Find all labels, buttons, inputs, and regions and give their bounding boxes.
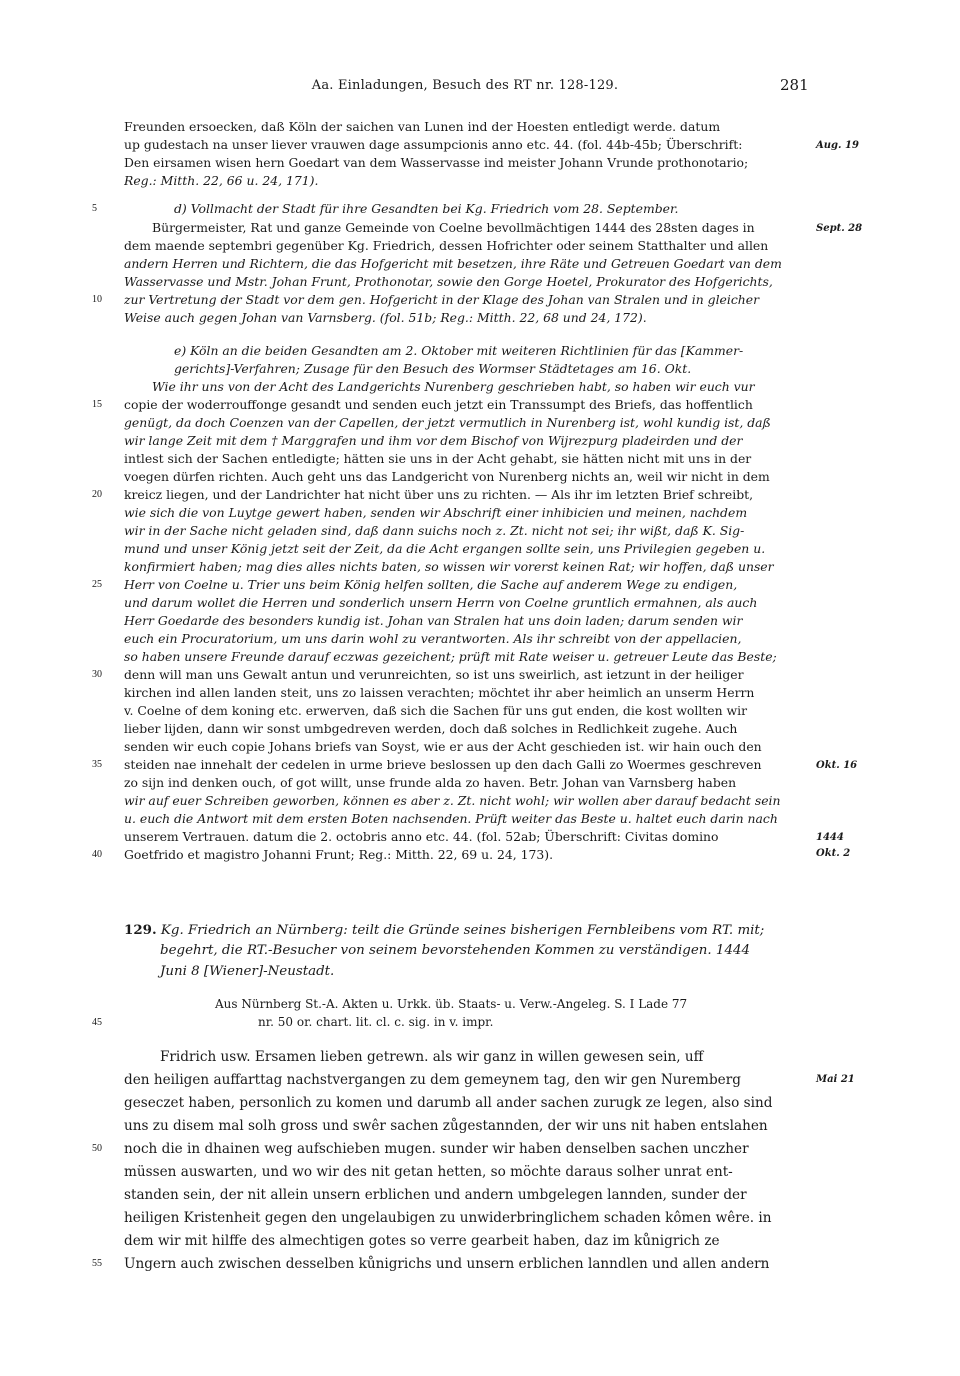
- text-line: dem maende septembri gegenüber Kg. Friedrich, dessen Hofrichter oder seinem Statthalter und allen: [124, 238, 769, 253]
- text-line: konfirmiert haben; mag dies alles nichts baten, so wissen wir vorerst keinen Rat; wir hoffen, daß unser: [124, 559, 774, 574]
- line-number: 5: [92, 203, 97, 214]
- text-line: Herr von Coelne u. Trier uns beim König helfen sollten, die Sache auf anderem Wege zu endigen,: [124, 577, 738, 592]
- text-line: andern Herren und Richtern, die das Hofgericht mit besetzen, ihre Räte und Getreuen Goedart van dem: [124, 256, 782, 271]
- text-line: intlest sich der Sachen entledigte; hätten sie uns in der Acht gehabt, sie hätten nicht mit uns in der: [124, 451, 752, 466]
- line-number: 40: [92, 849, 102, 860]
- text-line: genügt, da doch Coenzen van der Capellen, der jetzt vermutlich in Nurenberg ist, wohl kundig ist, daß: [124, 415, 771, 430]
- line-number: 10: [92, 294, 102, 305]
- text-line: up gudestach na unser liever vrauwen dage assumpcionis anno etc. 44. (fol. 44b-45b; Überschrift:: [124, 137, 743, 152]
- text-line: zur Vertretung der Stadt vor dem gen. Hofgericht in der Klage des Johan van Stralen und in gleicher: [124, 292, 760, 307]
- text-line: so haben unsere Freunde darauf eczwas gezeichent; prüft mit Rate weiser u. getreuer Leute das Beste;: [124, 649, 777, 664]
- margin-date: Okt. 16: [816, 760, 858, 771]
- section-title: e) Köln an die beiden Gesandten am 2. Oktober mit weiteren Richtlinien für das [Kammer-: [174, 343, 744, 358]
- text-line: dem wir mit hilffe des almechtigen gotes so verre gearbeit haben, daz im kůnigrich ze: [124, 1233, 720, 1249]
- text-line: copie der woderrouffonge gesandt und senden euch jetzt ein Transsumpt des Briefs, das hoffentlich: [124, 397, 753, 412]
- text-line: wir auf euer Schreiben geworben, können es aber z. Zt. nicht wohl; wir wollen aber darauf bedacht sein: [124, 793, 781, 808]
- margin-date: Aug. 19: [816, 140, 859, 151]
- text-line: unserem Vertrauen. datum die 2. octobris anno etc. 44. (fol. 52ab; Überschrift: Civitas domino: [124, 829, 719, 844]
- text-line: wir in der Sache nicht geladen sind, daß dann suichs noch z. Zt. nicht not sei; ihr wißt, daß K. Sig-: [124, 523, 745, 538]
- text-line: müssen auswarten, und wo wir des nit getan hetten, so möchte daraus solher unrat ent-: [124, 1164, 733, 1180]
- text-line: senden wir euch copie Johans briefs van Soyst, wie er aus der Acht geschieden ist. wir hain ouch den: [124, 739, 762, 754]
- text-line: den heiligen auffarttag nachstvergangen zu dem gemeynem tag, den wir gen Nuremberg: [124, 1072, 741, 1088]
- margin-date: Sept. 28: [816, 223, 863, 234]
- page-number: 281: [780, 76, 809, 94]
- text-line: geseczet haben, personlich zu komen und darumb all ander sachen zurugk ze legen, also sind: [124, 1095, 773, 1111]
- text-line: kirchen ind allen landen steit, uns zo laissen verachten; möchtet ihr aber heimlich an unserm Herrn: [124, 685, 755, 700]
- text-line: Ungern auch zwischen desselben kůnigrichs und unsern erblichen lanndlen und allen andern: [124, 1256, 770, 1272]
- text-line: heiligen Kristenheit gegen den ungelaubigen zu unwiderbringlichem schaden kômen wêre. in: [124, 1210, 772, 1226]
- line-number: 30: [92, 669, 102, 680]
- line-number: 55: [92, 1258, 102, 1269]
- margin-date: 1444: [816, 832, 844, 843]
- doc-heading: [124, 920, 814, 941]
- text-line: wir lange Zeit mit dem † Marggrafen und ihm vor dem Bischof von Wijrezpurg pladeirden und der: [124, 433, 743, 448]
- text-line: und darum wollet die Herren und sonderlich unsern Herrn von Coelne gruntlich ermahnen, als auch: [124, 595, 758, 610]
- text-line: Herr Goedarde des besonders kundig ist. Johan van Stralen hat uns doin laden; darum senden wir: [124, 613, 743, 628]
- text-line: u. euch die Antwort mit dem ersten Boten nachsenden. Prüft weiter das Beste u. haltet euch darin nach: [124, 811, 778, 826]
- section-title: gerichts]-Verfahren; Zusage für den Besuch des Wormser Städtetages am 16. Okt.: [174, 361, 692, 376]
- section-title: d) Vollmacht der Stadt für ihre Gesandten bei Kg. Friedrich vom 28. September.: [174, 201, 679, 216]
- running-title: Aa. Einladungen, Besuch des RT nr. 128-129.: [311, 78, 619, 93]
- line-number: 50: [92, 1143, 102, 1154]
- text-line: lieber lijden, dann wir sonst umbgedreven werden, doch daß solches in Redlichkeit zugehe. Auch: [124, 721, 738, 736]
- heading-line: Juni 8 [Wiener]-Neustadt.: [160, 964, 335, 979]
- line-number: 20: [92, 489, 102, 500]
- text-line: standen sein, der nit allein unsern erblichen und andern umbgelegen lannden, sunder der: [124, 1187, 747, 1203]
- text-line: Weise auch gegen Johan van Varnsberg. (fol. 51b; Reg.: Mitth. 22, 68 und 24, 172).: [124, 310, 647, 325]
- text-line: Fridrich usw. Ersamen lieben getrewn. als wir ganz in willen gewesen sein, uff: [160, 1049, 704, 1065]
- text-line: euch ein Procuratorium, um uns darin wohl zu verantworten. Als ihr schreibt von der appellacien,: [124, 631, 742, 646]
- text-line: noch die in dhainen weg aufschieben mugen. sunder wir haben denselben sachen unczher: [124, 1141, 749, 1157]
- text-line: v. Coelne of dem koning etc. erwerven, daß sich die Sachen für uns gut enden, die kost wollten wir: [124, 703, 748, 718]
- text-line: Freunden ersoecken, daß Köln der saichen van Lunen ind der Hoesten entledigt werde. datum: [124, 119, 721, 134]
- source-line: nr. 50 or. chart. lit. cl. c. sig. in v. impr.: [258, 1015, 494, 1029]
- line-number: 15: [92, 399, 102, 410]
- text-line: Wie ihr uns von der Acht des Landgerichts Nurenberg geschrieben habt, so haben wir euch vur: [152, 379, 755, 394]
- text-line: Reg.: Mitth. 22, 66 u. 24, 171).: [124, 173, 319, 188]
- text-line: wie sich die von Luytge gewert haben, senden wir Abschrift einer inhibicien und meinen, nachdem: [124, 505, 748, 520]
- source-line: Aus Nürnberg St.-A. Akten u. Urkk. üb. Staats- u. Verw.-Angeleg. S. I Lade 77: [215, 997, 688, 1011]
- text-line: steiden nae innehalt der cedelen in urme brieve beslossen up den dach Galli zo Woermes geschreven: [124, 757, 762, 772]
- doc-number: 129.: [124, 922, 157, 938]
- text-line: voegen dürfen richten. Auch geht uns das Landgericht von Nurenberg nichts an, weil wir nicht in dem: [124, 469, 770, 484]
- heading-line: begehrt, die RT.-Besucher von seinem bevorstehenden Kommen zu verständigen. 1444: [160, 943, 751, 958]
- text-line: Goetfrido et magistro Johanni Frunt; Reg.: Mitth. 22, 69 u. 24, 173).: [124, 847, 554, 862]
- margin-date: Okt. 2: [816, 848, 851, 859]
- line-number: 35: [92, 759, 102, 770]
- heading-line: Kg. Friedrich an Nürnberg: teilt die Gründe seines bisherigen Fernbleibens vom RT. mit;: [160, 923, 765, 938]
- text-line: Den eirsamen wisen hern Goedart van dem Wasservasse ind meister Johann Vrunde prothonotario;: [124, 155, 749, 170]
- text-line: mund und unser König jetzt seit der Zeit, da die Acht ergangen sollte sein, uns Privilegien gegeben u.: [124, 541, 766, 556]
- line-number: 45: [92, 1017, 102, 1028]
- line-number: 25: [92, 579, 102, 590]
- text-line: kreicz liegen, und der Landrichter hat nicht über uns zu richten. — Als ihr im letzten Brief schreibt,: [124, 487, 754, 502]
- text-line: Wasservasse und Mstr. Johan Frunt, Prothonotar, sowie den Gorge Hoetel, Prokurator des Hofgerichts,: [124, 274, 773, 289]
- margin-date: Mai 21: [816, 1074, 855, 1085]
- text-line: denn will man uns Gewalt antun und verunreichten, so ist uns sweirlich, ast ietzunt in der heiliger: [124, 667, 744, 682]
- text-line: Bürgermeister, Rat und ganze Gemeinde von Coelne bevollmächtigen 1444 des 28sten dages in: [152, 220, 755, 235]
- text-line: uns zu disem mal solh gross und swêr sachen zůgestannden, der wir uns nit haben entslahen: [124, 1118, 768, 1134]
- text-line: zo sijn ind denken ouch, of got willt, unse frunde alda zo haven. Betr. Johan van Varnsberg haben: [124, 775, 737, 790]
